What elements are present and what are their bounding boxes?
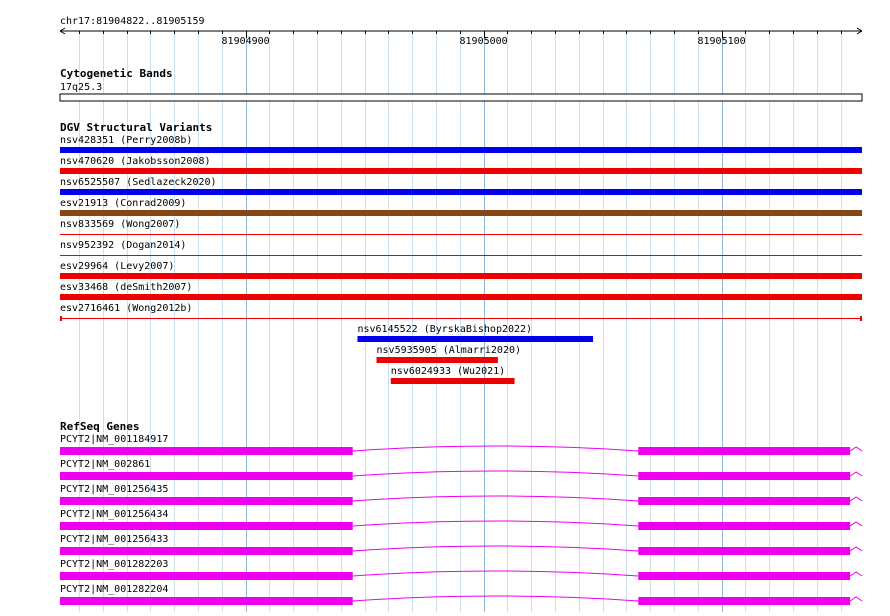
- intron-line: [353, 446, 639, 451]
- dgv-variant-label: esv29964 (Levy2007): [60, 261, 175, 272]
- dgv-variant-label: nsv6024933 (Wu2021): [390, 366, 506, 377]
- refseq-transcript[interactable]: [60, 484, 862, 505]
- dgv-variant-bar[interactable]: [60, 168, 862, 174]
- dgv-variant-cap: [860, 316, 862, 321]
- dgv-variant-bar[interactable]: [357, 336, 593, 342]
- region-label: chr17:81904822..81905159: [60, 16, 205, 27]
- refseq-transcript[interactable]: [60, 534, 862, 555]
- dgv-variant-label: esv21913 (Conrad2009): [60, 198, 187, 209]
- intron-continuation: [850, 547, 862, 551]
- exon-block[interactable]: [60, 472, 353, 480]
- dgv-variant-label: nsv6145522 (ByrskaBishop2022): [357, 324, 533, 335]
- refseq-transcript[interactable]: [60, 584, 862, 605]
- exon-block[interactable]: [60, 547, 353, 555]
- refseq-transcript-label: PCYT2|NM_001282204: [60, 584, 169, 595]
- intron-line: [353, 546, 639, 551]
- intron-line: [353, 571, 639, 576]
- ruler-tick-label: 81905000: [459, 36, 508, 47]
- dgv-variant-cap: [60, 316, 62, 321]
- intron-line: [353, 496, 639, 501]
- dgv-variant-bar[interactable]: [60, 294, 862, 300]
- cytoband-bar[interactable]: [60, 94, 862, 101]
- exon-block[interactable]: [60, 597, 353, 605]
- cytoband-label: 17q25.3: [60, 82, 103, 93]
- exon-block[interactable]: [638, 497, 850, 505]
- refseq-transcript[interactable]: [60, 559, 862, 580]
- intron-continuation: [850, 522, 862, 526]
- exon-block[interactable]: [638, 572, 850, 580]
- coordinate-ruler[interactable]: [60, 16, 862, 47]
- ruler-tick-label: 81904900: [221, 36, 270, 47]
- refseq-genes-track: [60, 420, 862, 605]
- dgv-variant-label: nsv428351 (Perry2008b): [60, 135, 193, 146]
- intron-line: [353, 471, 639, 476]
- intron-line: [353, 596, 639, 601]
- dgv-variant-label: esv2716461 (Wong2012b): [60, 303, 193, 314]
- intron-continuation: [850, 572, 862, 576]
- dgv-variant-bar[interactable]: [60, 189, 862, 195]
- dgv-variant-label: nsv833569 (Wong2007): [60, 219, 181, 230]
- dgv-variant-label: nsv5935905 (Almarri2020): [376, 345, 522, 356]
- dgv-variant-bar[interactable]: [391, 378, 515, 384]
- cytogenetic-bands-title: Cytogenetic Bands: [60, 67, 173, 80]
- refseq-track-title: RefSeq Genes: [60, 420, 140, 433]
- refseq-transcript-label: PCYT2|NM_002861: [60, 459, 151, 470]
- dgv-track-title: DGV Structural Variants: [60, 121, 213, 134]
- refseq-transcript-label: PCYT2|NM_001256435: [60, 484, 169, 495]
- dgv-variant-bar[interactable]: [60, 147, 862, 153]
- exon-block[interactable]: [638, 597, 850, 605]
- exon-block[interactable]: [60, 497, 353, 505]
- exon-block[interactable]: [60, 522, 353, 530]
- exon-block[interactable]: [638, 472, 850, 480]
- refseq-transcript[interactable]: [60, 459, 862, 480]
- refseq-transcript-label: PCYT2|NM_001184917: [60, 434, 169, 445]
- dgv-variant-bar[interactable]: [60, 273, 862, 279]
- exon-block[interactable]: [60, 572, 353, 580]
- refseq-transcript[interactable]: [60, 434, 862, 455]
- exon-block[interactable]: [60, 447, 353, 455]
- exon-block[interactable]: [638, 522, 850, 530]
- dgv-variant[interactable]: [377, 345, 522, 363]
- ruler-tick-label: 81905100: [697, 36, 746, 47]
- refseq-transcript-label: PCYT2|NM_001256434: [60, 509, 169, 520]
- dgv-variant-bar[interactable]: [377, 357, 498, 363]
- dgv-variant-label: nsv6525507 (Sedlazeck2020): [60, 177, 217, 188]
- intron-continuation: [850, 597, 862, 601]
- exon-block[interactable]: [638, 447, 850, 455]
- refseq-transcript-label: PCYT2|NM_001282203: [60, 559, 169, 570]
- dgv-variant-bar[interactable]: [60, 210, 862, 216]
- intron-continuation: [850, 472, 862, 476]
- exon-block[interactable]: [638, 547, 850, 555]
- intron-continuation: [850, 447, 862, 451]
- dgv-variant[interactable]: [391, 366, 515, 384]
- dgv-variant-label: nsv952392 (Dogan2014): [60, 240, 187, 251]
- refseq-transcript[interactable]: [60, 509, 862, 530]
- dgv-variant-label: esv33468 (deSmith2007): [60, 282, 193, 293]
- dgv-variant[interactable]: [357, 324, 593, 342]
- refseq-transcript-label: PCYT2|NM_001256433: [60, 534, 169, 545]
- dgv-variant-label: nsv470620 (Jakobsson2008): [60, 156, 211, 167]
- intron-line: [353, 521, 639, 526]
- intron-continuation: [850, 497, 862, 501]
